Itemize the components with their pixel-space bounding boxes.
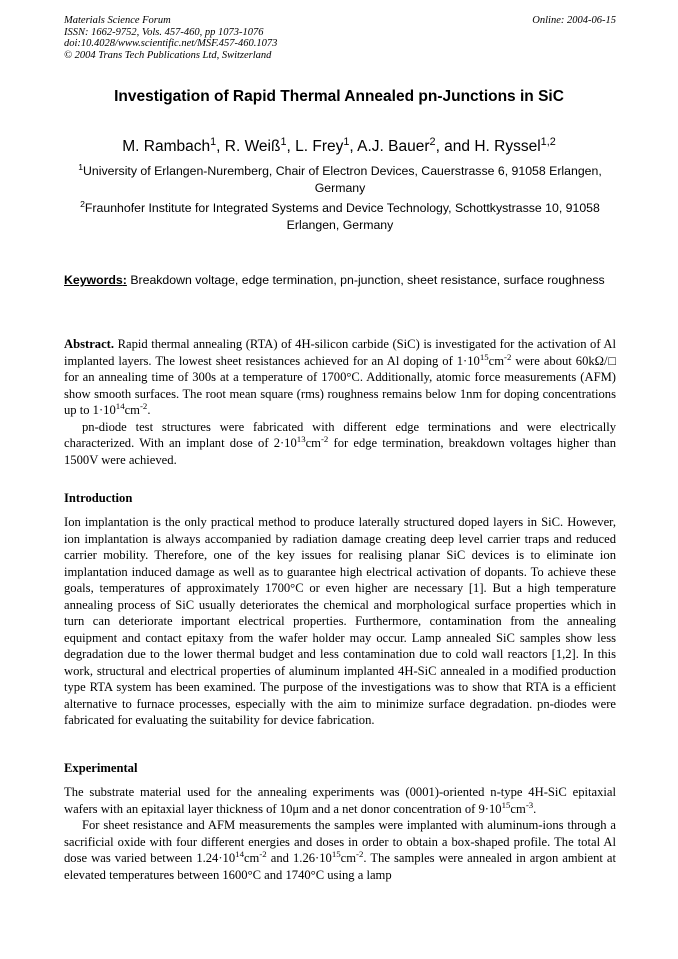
author-separator: , and (435, 138, 475, 155)
experimental-text: . The samples were annealed in argon ambient at elevated temperatures between 1600°C and 1740°C using a lamp (64, 851, 617, 882)
introduction-paragraph: Ion implantation is the only practical method to produce laterally structured doped layers in SiC. However, ion implantation is always accompanied by radiation damage creating deep level carrier traps and reduced carrier mobility. Therefore, one of the key issues for realising planar SiC devices is to eliminate ion implantation induced damage as well as to guarantee high electrical activation of dopants. To achieve these goals, temperatures of approximately 1700°C or even higher are necessary [1]. But a high temperature annealing process of SiC usually deteriorates the chemical and morphological surface properties which in turn can deteriorate important electrical properties. Furthermore, contamination from the annealing equipment and contact epitaxy from the wafer holder may occur. Lamp annealed SiC samples show less degradation due to the lower thermal budget and less contamination due to cold wall reactors [1,2]. In this work, structural and electrical properties of aluminum implanted 4H-SiC annealed in a modified production type RTA system has been examined. The purpose of the investigations was to show that RTA is a efficient alternative to furnace processes, especially with the aim to minimize surface degradation. pn-diodes were fabricated for evaluating the suitability for device fabrication. (64, 515, 616, 727)
exponent: 13 (296, 433, 306, 444)
section-heading-experimental: Experimental (64, 761, 138, 775)
copyright-line: © 2004 Trans Tech Publications Ltd, Switzerland (64, 49, 272, 61)
exponent: 15 (331, 848, 341, 859)
author: L. Frey (295, 138, 344, 155)
affiliation-mark: 2 (80, 198, 85, 209)
experimental-paragraph (64, 784, 616, 817)
abstract (64, 336, 616, 468)
abstract-text: . (147, 403, 151, 417)
author-affiliation-mark: 2 (429, 135, 436, 148)
exponent: 14 (115, 400, 125, 411)
affiliation-text: Fraunhofer Institute for Integrated Systems and Device Technology, Schottkystrasse 10, 91058 Erlangen, Germany (84, 201, 600, 232)
exponent: 15 (479, 351, 489, 362)
experimental-body (64, 784, 616, 883)
affiliation (64, 200, 616, 233)
exponent: 14 (235, 848, 244, 859)
affiliation-mark: 1 (78, 161, 84, 172)
author: M. Rambach (122, 138, 211, 155)
author-affiliation-mark: 1 (210, 135, 217, 148)
keywords-text: Breakdown voltage, edge termination, pn-junction, sheet resistance, surface roughness (130, 273, 605, 287)
experimental-text: cm (243, 851, 260, 865)
author-separator: , (216, 138, 225, 155)
journal-header (64, 15, 616, 61)
abstract-text: Rapid thermal annealing (RTA) of 4H-silicon carbide (SiC) is investigated for the activation of Al implanted layers. The lowest sheet resistances achieved for an Al doping of 1·10 (64, 337, 616, 368)
experimental-text: cm (510, 801, 526, 816)
exponent: -3 (525, 799, 534, 810)
experimental-text: For sheet resistance and AFM measurements the samples were implanted with aluminum-ions through a sacrificial oxide with four different energies and doses in order to obtain a box-shaped profile. The total Al dose was varied between 1.24·10 (64, 818, 616, 865)
keywords: Keywords: Breakdown voltage, edge termination, pn-junction, sheet resistance, surface roughness (64, 273, 605, 287)
experimental-text: and 1.26·10 (266, 851, 332, 865)
abstract-text: for edge termination, breakdown voltages higher than 1500V were achieved. (64, 436, 616, 467)
issn-line: ISSN: 1662-9752, Vols. 457-460, pp 1073-1076 (64, 26, 264, 38)
affiliation (64, 163, 616, 196)
exponent: -2 (259, 848, 267, 859)
abstract-paragraph (64, 419, 616, 469)
experimental-paragraph (64, 817, 616, 883)
online-date: Online: 2004-06-15 (532, 15, 616, 26)
experimental-text: The substrate material used for the annealing experiments was (0001)-oriented n-type 4H-SiC epitaxial wafers with an epitaxial layer thickness of 10μm and a net donor concentration of 9·10 (64, 785, 616, 816)
abstract-text: cm (124, 403, 140, 417)
author-affiliation-mark: 1 (280, 135, 287, 148)
exponent: -2 (320, 433, 329, 444)
author-list (0, 135, 678, 156)
author: R. Weiß (224, 138, 281, 155)
author-affiliation-mark: 1,2 (540, 135, 556, 148)
introduction-body (64, 514, 616, 729)
exponent: -2 (139, 400, 148, 411)
author-separator: , (349, 138, 358, 155)
section-heading-introduction: Introduction (64, 491, 133, 505)
author: H. Ryssel (474, 138, 541, 155)
abstract-paragraph (64, 336, 616, 419)
paper-title: Investigation of Rapid Thermal Annealed pn-Junctions in SiC (114, 88, 564, 105)
abstract-text: cm (305, 436, 321, 450)
experimental-text: cm (340, 851, 357, 865)
experimental-text: . (533, 801, 537, 816)
journal-name: Materials Science Forum (64, 15, 171, 26)
exponent: -2 (504, 351, 512, 362)
abstract-text: pn-diode test structures were fabricated with different edge terminations and were electrically characterized. With an implant dose of 2·10 (64, 419, 616, 450)
affiliation-text: University of Erlangen-Nuremberg, Chair of Electron Devices, Cauerstrasse 6, 91058 Erlangen, Germany (83, 164, 602, 195)
abstract-text: were about 60kΩ/□ for an annealing time of 300s at a temperature of 1700°C. Additionally, atomic force measurements (AFM) show smooth surfaces. The root mean square (rms) roughness remains below 1nm for doping concentrations up to 1·10 (64, 353, 616, 417)
author-separator: , (286, 138, 296, 155)
author: A.J. Bauer (357, 138, 430, 155)
author-affiliation-mark: 1 (343, 135, 350, 148)
abstract-label: Abstract. (64, 337, 115, 351)
exponent: -2 (356, 848, 364, 859)
keywords-label: Keywords (64, 273, 123, 287)
abstract-text: cm (488, 353, 505, 368)
exponent: 15 (501, 799, 511, 810)
doi-line: doi:10.4028/www.scientific.net/MSF.457-460.1073 (64, 38, 278, 49)
